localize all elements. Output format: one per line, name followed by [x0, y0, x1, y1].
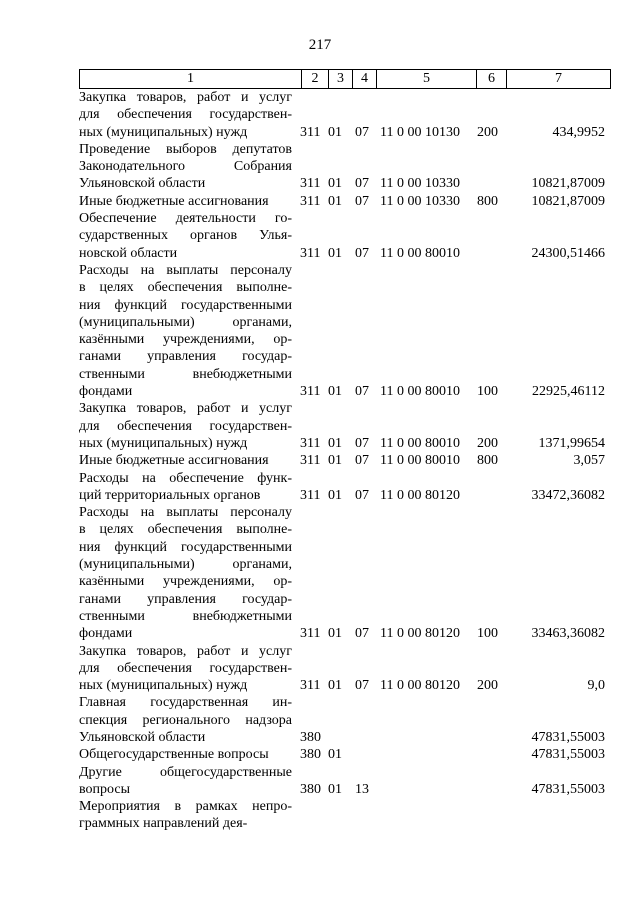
description-line: (муниципальными) органами, [79, 314, 292, 330]
cell-c5: 11 0 00 80010 [380, 435, 460, 451]
description-line: Расходы на выплаты персоналу [79, 262, 292, 278]
header-col-2: 2 [302, 70, 329, 89]
row-description [79, 452, 292, 469]
description-line: казёнными учреждениями, ор- [79, 332, 292, 348]
table-row [79, 694, 609, 746]
cell-c2: 380 [300, 781, 321, 797]
description-line: ций территориальных органов [79, 487, 261, 503]
cell-c5: 11 0 00 80120 [380, 678, 460, 694]
description-line: ганами управления государ- [79, 349, 292, 365]
cell-c7: 434,9952 [552, 124, 605, 140]
page-number: 217 [308, 37, 332, 53]
cell-c2: 311 [300, 453, 321, 469]
description-line: ных (муниципальных) нужд [79, 435, 248, 451]
cell-c4: 07 [355, 678, 369, 694]
description-line: Общегосударственные вопросы [79, 747, 269, 763]
cell-c4: 07 [355, 384, 369, 400]
description-line: Закупка товаров, работ и услуг [79, 643, 292, 659]
table-row [79, 452, 609, 469]
cell-c3: 01 [328, 176, 342, 192]
row-description [79, 470, 292, 505]
cell-c6: 800 [477, 193, 498, 209]
description-line: фондами [79, 384, 133, 400]
cell-c4: 07 [355, 245, 369, 261]
description-line: Главная государственная ин- [79, 695, 292, 711]
row-description [79, 89, 292, 141]
description-line: Ульяновской области [79, 729, 206, 745]
table-row [79, 400, 609, 452]
cell-c3: 01 [328, 124, 342, 140]
cell-c5: 11 0 00 80010 [380, 245, 460, 261]
cell-c2: 311 [300, 678, 321, 694]
row-description [79, 210, 292, 262]
table-body [79, 89, 609, 833]
description-line: спекция регионального надзора [79, 712, 292, 728]
cell-c7: 1371,99654 [538, 435, 605, 451]
table-row [79, 210, 609, 262]
description-line: для обеспечения государствен- [79, 660, 292, 676]
header-col-1: 1 [80, 70, 302, 89]
description-line: для обеспечения государствен- [79, 107, 292, 123]
cell-c6: 200 [477, 435, 498, 451]
cell-c5: 11 0 00 10130 [380, 124, 460, 140]
cell-c4: 07 [355, 176, 369, 192]
description-line: ственными внебюджетными [79, 366, 292, 382]
description-line: для обеспечения государствен- [79, 418, 292, 434]
description-line: казёнными учреждениями, ор- [79, 574, 292, 590]
cell-c4: 13 [355, 781, 369, 797]
header-col-4: 4 [353, 70, 377, 89]
description-line: Расходы на обеспечение функ- [79, 470, 292, 486]
cell-c7: 47831,55003 [531, 729, 605, 745]
cell-c3: 01 [328, 747, 342, 763]
description-line: сударственных органов Улья- [79, 228, 292, 244]
cell-c4: 07 [355, 453, 369, 469]
table-row [79, 89, 609, 141]
cell-c2: 311 [300, 124, 321, 140]
cell-c6: 800 [477, 453, 498, 469]
cell-c7: 47831,55003 [531, 747, 605, 763]
cell-c6: 100 [477, 626, 498, 642]
description-line: Другие общегосударственные [79, 764, 292, 780]
description-line: Ульяновской области [79, 176, 206, 192]
cell-c7: 47831,55003 [531, 781, 605, 797]
description-line: Закупка товаров, работ и услуг [79, 90, 292, 105]
description-line: (муниципальными) органами, [79, 557, 292, 573]
cell-c3: 01 [328, 487, 342, 503]
cell-c3: 01 [328, 384, 342, 400]
cell-c2: 311 [300, 176, 321, 192]
cell-c2: 311 [300, 487, 321, 503]
cell-c4: 07 [355, 626, 369, 642]
cell-c7: 33472,36082 [531, 487, 605, 503]
row-description [79, 764, 292, 799]
row-description [79, 504, 292, 642]
cell-c3: 01 [328, 678, 342, 694]
header-col-3: 3 [329, 70, 353, 89]
cell-c4: 07 [355, 435, 369, 451]
description-line: Проведение выборов депутатов [79, 141, 292, 157]
cell-c6: 200 [477, 124, 498, 140]
description-line: Иные бюджетные ассигнования [79, 193, 269, 209]
description-line: Законодательного Собрания [79, 159, 292, 175]
cell-c3: 01 [328, 435, 342, 451]
description-line: Мероприятия в рамках непро- [79, 799, 292, 815]
table-row [79, 193, 609, 210]
cell-c5: 11 0 00 80010 [380, 384, 460, 400]
row-description [79, 400, 292, 452]
description-line: ганами управления государ- [79, 591, 292, 607]
description-line: ния функций государственными [79, 297, 292, 313]
table-row [79, 470, 609, 505]
table-row [79, 504, 609, 642]
row-description [79, 141, 292, 193]
cell-c3: 01 [328, 626, 342, 642]
cell-c7: 33463,36082 [531, 626, 605, 642]
cell-c2: 311 [300, 384, 321, 400]
description-line: фондами [79, 626, 133, 642]
table-row [79, 764, 609, 799]
row-description [79, 694, 292, 746]
cell-c2: 380 [300, 747, 321, 763]
row-description [79, 643, 292, 695]
table-header [79, 69, 611, 89]
description-line: ственными внебюджетными [79, 608, 292, 624]
header-col-6: 6 [477, 70, 507, 89]
cell-c5: 11 0 00 80120 [380, 487, 460, 503]
header-col-5: 5 [377, 70, 477, 89]
cell-c6: 100 [477, 384, 498, 400]
cell-c7: 3,057 [573, 453, 605, 469]
cell-c7: 10821,87009 [531, 176, 605, 192]
cell-c7: 22925,46112 [532, 384, 605, 400]
row-description [79, 798, 292, 833]
cell-c2: 380 [300, 729, 321, 745]
description-line: Обеспечение деятельности го- [79, 211, 292, 227]
description-line: новской области [79, 245, 178, 261]
description-line: Закупка товаров, работ и услуг [79, 401, 292, 417]
cell-c6: 200 [477, 678, 498, 694]
cell-c7: 9,0 [587, 678, 605, 694]
cell-c5: 11 0 00 10330 [380, 176, 460, 192]
description-line: граммных направлений дея- [79, 816, 248, 832]
row-description [79, 262, 292, 400]
cell-c5: 11 0 00 80120 [380, 626, 460, 642]
description-line: Иные бюджетные ассигнования [79, 453, 269, 469]
cell-c4: 07 [355, 193, 369, 209]
description-line: в целях обеспечения выполне- [79, 280, 292, 296]
description-line: ния функций государственными [79, 539, 292, 555]
cell-c2: 311 [300, 245, 321, 261]
description-line: в целях обеспечения выполне- [79, 522, 292, 538]
table-row [79, 141, 609, 193]
table-row [79, 798, 609, 833]
cell-c7: 10821,87009 [531, 193, 605, 209]
description-line: ных (муниципальных) нужд [79, 678, 248, 694]
cell-c7: 24300,51466 [531, 245, 605, 261]
cell-c3: 01 [328, 193, 342, 209]
row-description [79, 193, 292, 210]
description-line: ных (муниципальных) нужд [79, 124, 248, 140]
cell-c2: 311 [300, 193, 321, 209]
cell-c3: 01 [328, 245, 342, 261]
cell-c4: 07 [355, 487, 369, 503]
row-description [79, 746, 292, 763]
description-line: Расходы на выплаты персоналу [79, 505, 292, 521]
cell-c2: 311 [300, 435, 321, 451]
cell-c5: 11 0 00 80010 [380, 453, 460, 469]
header-col-7: 7 [507, 70, 611, 89]
table-row [79, 643, 609, 695]
description-line: вопросы [79, 781, 130, 797]
table-row [79, 746, 609, 763]
cell-c3: 01 [328, 781, 342, 797]
cell-c2: 311 [300, 626, 321, 642]
table-row [79, 262, 609, 400]
cell-c3: 01 [328, 453, 342, 469]
cell-c4: 07 [355, 124, 369, 140]
cell-c5: 11 0 00 10330 [380, 193, 460, 209]
